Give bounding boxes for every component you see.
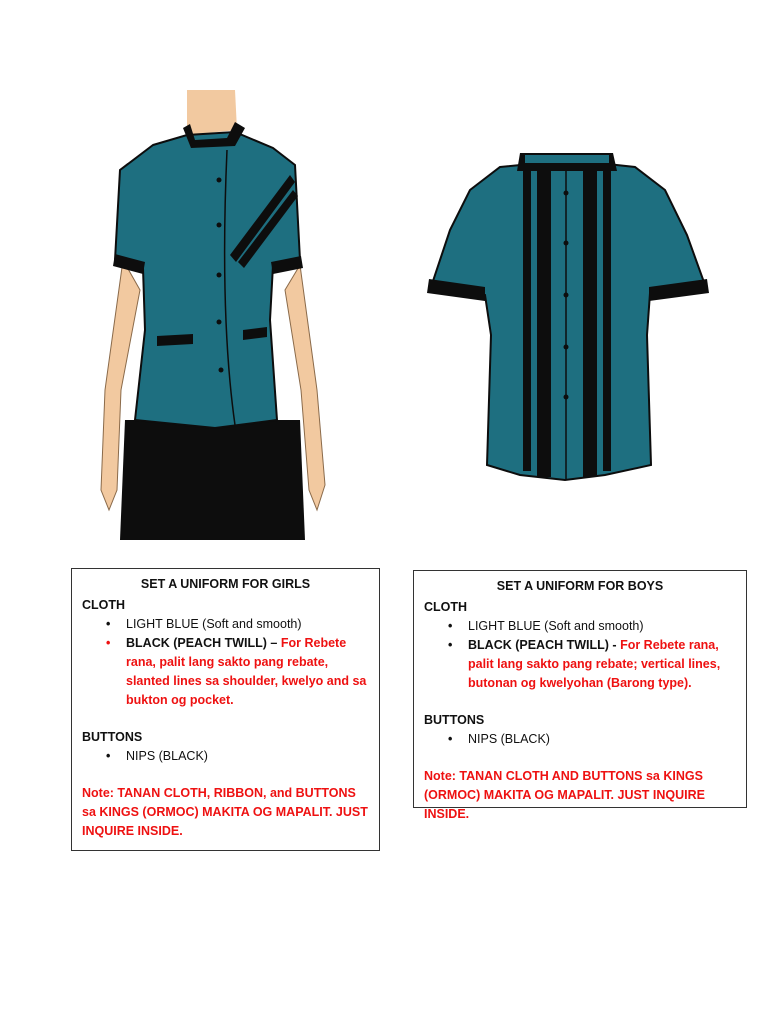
girls-uniform-card [71,568,380,851]
list-item [424,730,736,749]
boys-button-item: NIPS (BLACK) [468,732,550,746]
boys-item-black-note: For Rebete rana, palit lang sakto pang rebate; vertical lines, butonan og kwelyohan (Barong type). [468,638,721,690]
boys-buttons-list [424,730,736,749]
boys-card-title: SET A UNIFORM FOR BOYS [496,579,664,593]
bullet-icon: • [106,749,111,763]
list-item [424,636,736,693]
list-item [82,615,369,634]
girls-cloth-list [82,615,369,710]
left-pocket-flap [157,334,193,346]
boys-buttons-label: BUTTONS [424,713,485,727]
boys-uniform-illustration [425,145,710,500]
girls-buttons-list [82,747,369,766]
list-item [82,634,369,710]
boys-shirt-body [431,160,705,480]
girls-note: Note: TANAN CLOTH, RIBBON, and BUTTONS sa KINGS (ORMOC) MAKITA OG MAPALIT. JUST INQUIRE INSIDE. [82,786,368,838]
boys-item-light-blue: LIGHT BLUE (Soft and smooth) [468,619,644,633]
black-pants [120,420,305,540]
bullet-icon: • [106,636,111,650]
girls-shirt-body [115,132,300,428]
list-item [82,747,369,766]
bullet-icon: • [106,617,111,631]
boys-item-black-main: BLACK (PEACH TWILL) - [468,638,621,652]
boys-uniform-card [413,570,747,821]
boys-cloth-label: CLOTH [424,600,468,614]
girls-item-light-blue: LIGHT BLUE (Soft and smooth) [126,617,302,631]
girls-buttons-label: BUTTONS [82,730,143,744]
bullet-icon: • [448,619,453,633]
girls-button-item: NIPS (BLACK) [126,749,208,763]
girls-item-black-note: For Rebete rana, palit lang sakto pang rebate, slanted lines sa shoulder, kwelyo and sa bukton og pocket. [126,636,367,707]
neck [187,90,237,135]
boys-cloth-list [424,617,736,693]
girls-uniform-illustration [95,90,340,540]
boys-note: Note: TANAN CLOTH AND BUTTONS sa KINGS (ORMOC) MAKITA OG MAPALIT. JUST INQUIRE INSIDE. [424,769,706,821]
girls-cloth-label: CLOTH [82,598,126,612]
list-item [424,617,736,636]
bullet-icon: • [448,732,453,746]
collar-top [525,155,609,163]
girls-item-black-main: BLACK (PEACH TWILL) – [126,636,281,650]
girls-card-title: SET A UNIFORM FOR GIRLS [140,577,311,591]
bullet-icon: • [448,638,453,652]
